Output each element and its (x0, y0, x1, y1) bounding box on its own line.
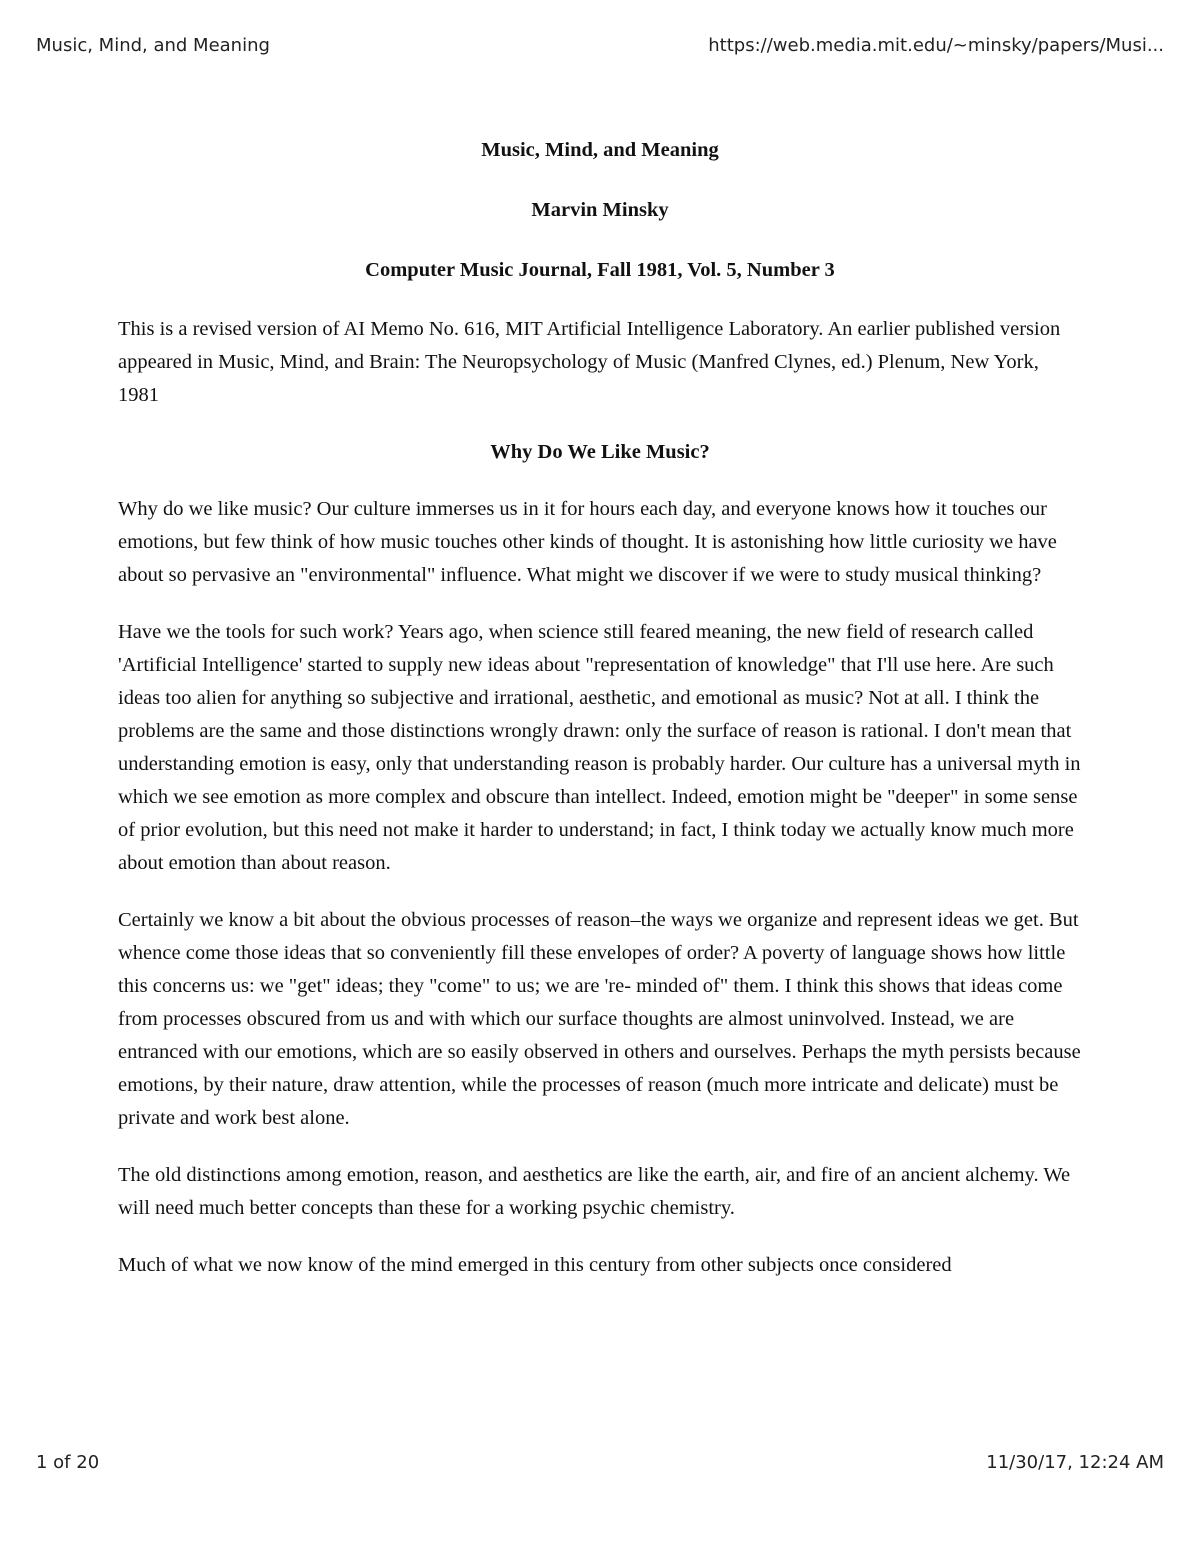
body-paragraph-5: Much of what we now know of the mind emerged in this century from other subjects once considered (118, 1254, 952, 1276)
print-timestamp: 11/30/17, 12:24 AM (986, 1452, 1164, 1473)
body-paragraph-3: Certainly we know a bit about the obvious processes of reason–the ways we organize and represent ideas we get. But whence come those ideas that so conveniently fill these envelopes of order? A poverty of language shows how little this concerns us: we "get" ideas; they "come" to us; we are 're- minded of" them. I think this shows that ideas come from processes obscured from us and with which our surface thoughts are almost uninvolved. Instead, we are entranced with our emotions, which are so easily observed in others and ourselves. Perhaps the myth persists because emotions, by their nature, draw attention, while the processes of reason (much more intricate and delicate) must be private and work best alone. (118, 909, 1081, 1129)
header-page-title: Music, Mind, and Meaning (36, 35, 270, 56)
page-counter: 1 of 20 (36, 1452, 100, 1473)
article-journal: Computer Music Journal, Fall 1981, Vol. 5, Number 3 (365, 259, 835, 281)
intro-paragraph: This is a revised version of AI Memo No. 616, MIT Artificial Intelligence Laboratory. An earlier published version appeared in Music, Mind, and Brain: The Neuropsychology of Music (Manfred Clynes, ed.) Plenum, New York, 1981 (118, 318, 1061, 406)
print-footer (36, 1452, 1164, 1473)
body-paragraph-1: Why do we like music? Our culture immerses us in it for hours each day, and everyone knows how it touches our emotions, but few think of how music touches other kinds of thought. It is astonishing how little curiosity we have about so pervasive an "environmental" influence. What might we discover if we were to study musical thinking? (118, 498, 1057, 586)
article-title: Music, Mind, and Meaning (481, 139, 719, 161)
section-heading: Why Do We Like Music? (490, 441, 710, 463)
body-paragraph-2: Have we the tools for such work? Years ago, when science still feared meaning, the new field of research called 'Artificial Intelligence' started to supply new ideas about "representation of knowledge" that I'll use here. Are such ideas too alien for anything so subjective and irrational, aesthetic, and emotional as music? Not at all. I think the problems are the same and those distinctions wrongly drawn: only the surface of reason is rational. I don't mean that understanding emotion is easy, only that understanding reason is probably harder. Our culture has a universal myth in which we see emotion as more complex and obscure than intellect. Indeed, emotion might be "deeper" in some sense of prior evolution, but this need not make it harder to understand; in fact, I think today we actually know much more about emotion than about reason. (118, 621, 1081, 874)
article-body (118, 134, 1082, 1306)
body-paragraph-4: The old distinctions among emotion, reason, and aesthetics are like the earth, air, and fire of an ancient alchemy. We will need much better concepts than these for a working psychic chemistry. (118, 1164, 1071, 1219)
print-header (36, 35, 1164, 56)
article-author: Marvin Minsky (531, 199, 669, 221)
header-url[interactable]: https://web.media.mit.edu/~minsky/papers/Musi... (708, 35, 1164, 56)
